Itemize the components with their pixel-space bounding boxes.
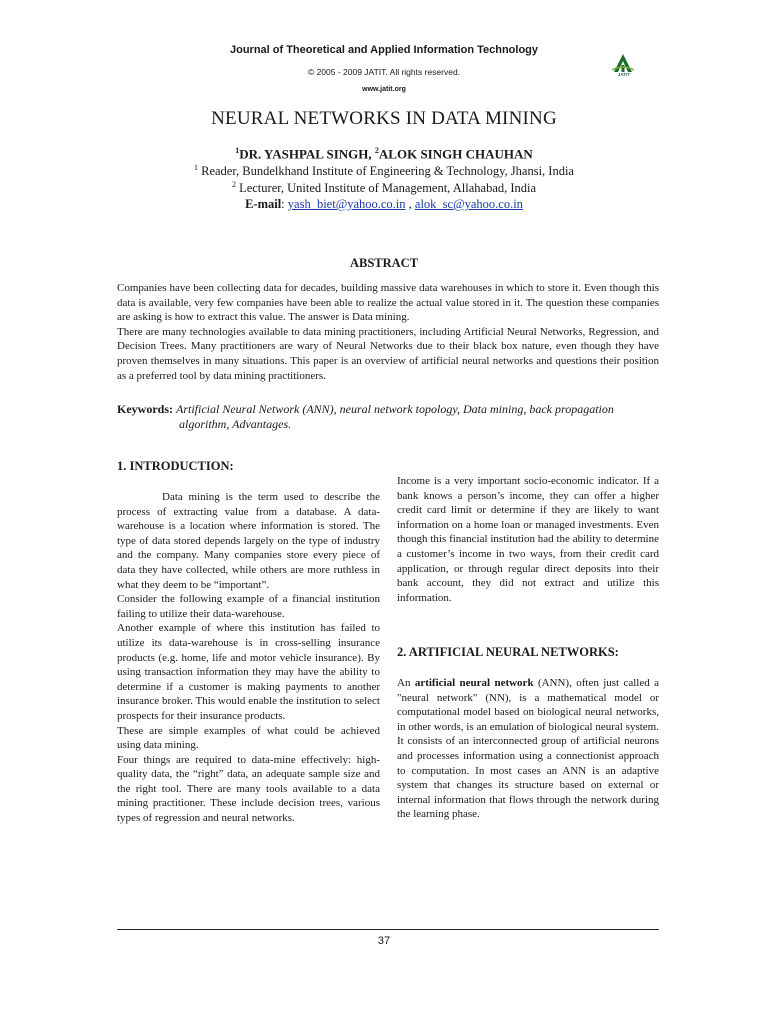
affiliation-2-text: Lecturer, United Institute of Management, Allahabad, India bbox=[235, 181, 537, 196]
body-paragraph: Data mining is the term used to describe the process of extracting value from a database. A data-warehouse is a location where information is stored. The type of data stored depends largely on the type of industry and the company. Many companies store every piece of data they have collected, while others are more ruthless in what they deem to be “important”. bbox=[117, 491, 380, 591]
email-link-2[interactable]: alok_sc@yahoo.co.in bbox=[414, 197, 523, 211]
author-1-name: DR. YASHPAL SINGH, bbox=[239, 146, 375, 162]
section-1-body bbox=[117, 490, 380, 826]
section-2-heading: 2. ARTIFICIAL NEURAL NETWORKS: bbox=[397, 645, 619, 659]
author-2-name: ALOK SINGH CHAUHAN bbox=[378, 146, 533, 162]
page-number: 37 bbox=[377, 935, 391, 947]
footer-divider bbox=[117, 929, 659, 930]
ann-definition: (ANN), often just called a "neural network" (NN), is a mathematical model or computational model based on biological neural networks, in other words, is an emulation of biological neural system. It consists of an interconnected group of artificial neurons and processes information using a connectionist approach to computation. In most cases an ANN is an adaptive system that changes its structure based on external or internal information that flows through the network during the learning phase. bbox=[397, 677, 659, 821]
body-paragraph: Four things are required to data-mine effectively: high-quality data, the “right” data, an adequate sample size and the right tool. There are many tools available to a data mining practitioner. These include decision trees, various types of regression and neural networks. bbox=[117, 753, 380, 825]
ann-prefix: An bbox=[397, 677, 415, 689]
keywords-line-1: Artificial Neural Network (ANN), neural network topology, Data mining, back propagation bbox=[176, 402, 614, 416]
paper-title: NEURAL NETWORKS IN DATA MINING bbox=[211, 108, 557, 129]
affiliation-1-superscript: 1 bbox=[194, 163, 198, 172]
journal-logo-icon bbox=[612, 52, 634, 74]
journal-website[interactable]: www.jatit.org bbox=[362, 86, 406, 93]
email-separator: , bbox=[405, 197, 415, 211]
email-label: E-mail bbox=[245, 197, 282, 211]
email-line bbox=[0, 197, 768, 212]
section-2-body bbox=[397, 676, 659, 822]
keywords-line-2: algorithm, Advantages. bbox=[179, 416, 292, 431]
affiliation-2-superscript: 2 bbox=[231, 180, 236, 189]
keywords-label: Keywords: bbox=[117, 402, 173, 416]
body-paragraph: These are simple examples of what could be achieved using data mining. bbox=[117, 724, 380, 752]
body-paragraph: Another example of where this institution has failed to utilize its data-warehouse is in cross-selling insurance products (e.g. home, life and motor vehicle insurance). By using transaction information they may have the ability to determine if a customer is making payments to another insurance broker. This would enable the institution to select prospects for their insurance products. bbox=[117, 622, 380, 722]
abstract-body bbox=[117, 281, 659, 383]
copyright-notice: © 2005 - 2009 JATIT. All rights reserved. bbox=[307, 67, 461, 77]
email-colon: : bbox=[281, 197, 288, 211]
affiliation-2 bbox=[0, 180, 768, 196]
abstract-paragraph: There are many technologies available to data mining practitioners, including Artificial Neural Networks, Regression, and Decision Trees. Many practitioners are wary of Neural Networks due to their black box nature, even though they have proven themselves in many situations. This paper is an overview of artificial neural networks and questions their position as a preferred tool by data mining practitioners. bbox=[117, 325, 659, 382]
affiliation-1 bbox=[0, 163, 768, 179]
author-1-superscript: 1 bbox=[235, 146, 240, 155]
keywords bbox=[117, 402, 659, 431]
journal-name: Journal of Theoretical and Applied Information Technology bbox=[229, 44, 539, 56]
email-link-1[interactable]: yash_biet@yahoo.co.in bbox=[287, 197, 406, 211]
author-line bbox=[0, 146, 768, 162]
right-column-intro bbox=[397, 474, 659, 605]
section-1-heading: 1. INTRODUCTION: bbox=[117, 459, 234, 473]
body-paragraph bbox=[397, 676, 659, 822]
affiliation-1-text: Reader, Bundelkhand Institute of Engineering & Technology, Jhansi, India bbox=[198, 164, 574, 179]
journal-logo-label: JATIT bbox=[617, 72, 631, 77]
ann-term: artificial neural network bbox=[414, 677, 534, 689]
author-2-superscript: 2 bbox=[374, 146, 379, 155]
abstract-heading: ABSTRACT bbox=[349, 256, 419, 270]
abstract-paragraph: Companies have been collecting data for decades, building massive data warehouses in which to store it. Even though this data is available, very few companies have been able to realize the actual value stored in it. The question these companies are asking is how to extract this value. The answer is Data mining. bbox=[117, 282, 659, 324]
body-paragraph: Income is a very important socio-economic indicator. If a bank knows a person’s income, they can offer a higher credit card limit or determine if they are likely to want information on a home loan or managed investments. Even though this financial institution had the ability to determine a customer’s income in two ways, from their credit card application, or through regular direct deposits into their bank account, they did not extract and utilize this information. bbox=[397, 475, 659, 604]
body-paragraph: Consider the following example of a financial institution failing to utilize their data-warehouse. bbox=[117, 593, 380, 620]
